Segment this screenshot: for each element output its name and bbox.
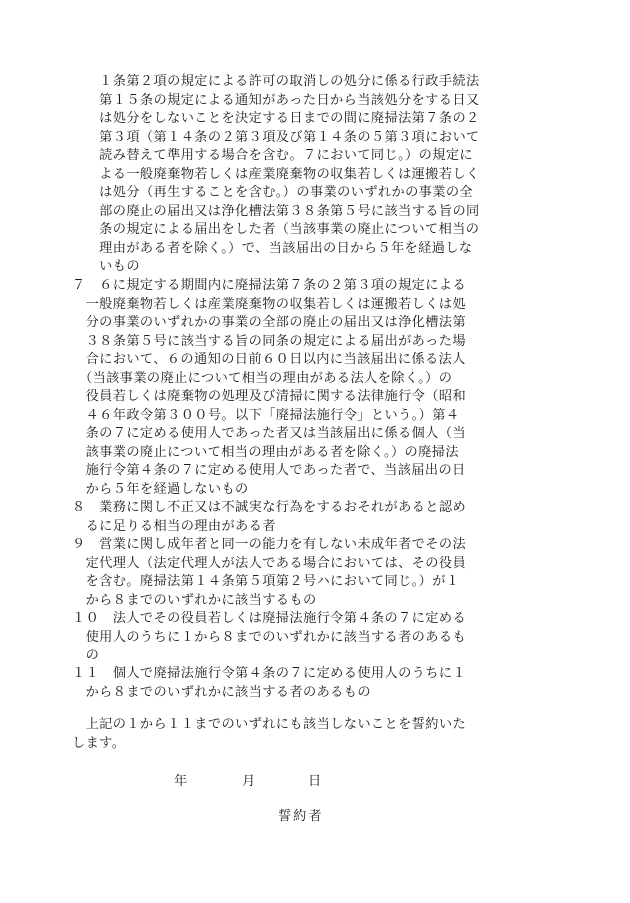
- text-line: 分の事業のいずれかの事業の全部の廃止の届出又は浄化槽法第: [72, 315, 467, 330]
- text-line: ９ 営業に関し成年者と同一の能力を有しない未成年者でその法: [72, 537, 467, 552]
- text-line: 役員若しくは廃棄物の処理及び清掃に関する法律施行令（昭和: [72, 389, 467, 404]
- text-line: から５年を経過しないもの: [72, 481, 249, 497]
- text-line: を含む。廃掃法第１４条第５項第２号ハにおいて同じ。）が１: [72, 574, 460, 589]
- item-9: [72, 536, 560, 610]
- text-line: 上記の１から１１までのいずれにも該当しないことを誓約いた: [72, 717, 467, 732]
- pledge-statement: [72, 716, 560, 753]
- item-11: [72, 665, 560, 702]
- text-line: 施行令第４条の７に定める使用人であった者で、当該届出の日: [72, 463, 466, 478]
- text-line: ３８条第５号に該当する旨の同条の規定による届出があった場: [72, 333, 466, 349]
- text-line: は処分（再生することを含む。）の事業のいずれかの事業の全: [72, 185, 474, 200]
- text-line: ７ ６に規定する期間内に廃掃法第７条の２第３項の規定による: [72, 278, 467, 293]
- text-line: 一般廃棄物若しくは産業廃棄物の収集若しくは運搬若しくは処: [72, 296, 467, 312]
- item-6-continuation: [72, 73, 560, 277]
- date-year-label: 年: [174, 774, 188, 789]
- text-line: （当該事業の廃止について相当の理由がある法人を除く。）の: [72, 370, 453, 386]
- text-line: 部の廃止の届出又は浄化槽法第３８条第５号に該当する旨の同: [72, 203, 480, 219]
- text-line: から８までのいずれかに該当する者のあるもの: [72, 684, 371, 700]
- text-line: 理由がある者を除く。）で、当該届出の日から５年を経過しな: [72, 240, 473, 256]
- text-line: 該事業の廃止について相当の理由がある者を除く。）の廃掃法: [72, 444, 459, 460]
- text-line: から８までのいずれかに該当するもの: [72, 592, 317, 608]
- item-8: [72, 499, 560, 536]
- text-line: 使用人のうちに１から８までのいずれかに該当する者のあるも: [72, 629, 467, 645]
- text-line: 第３項（第１４条の２第３項及び第１４条の５第３項において: [72, 129, 480, 145]
- text-line: 読み替えて準用する場合を含む。７において同じ。）の規定に: [72, 148, 474, 163]
- text-line: 条の規定による届出をした者（当該事業の廃止について相当の: [72, 222, 480, 237]
- text-line: は処分をしないことを決定する日までの間に廃掃法第７条の２: [72, 111, 480, 126]
- text-line: の: [72, 648, 100, 663]
- text-line: ８ 業務に関し不正又は不誠実な行為をするおそれがあると認め: [72, 500, 467, 515]
- text-line: 定代理人（法定代理人が法人である場合においては、その役員: [72, 555, 467, 571]
- item-7: [72, 277, 560, 499]
- text-line: るに足りる相当の理由がある者: [72, 518, 276, 534]
- text-line: １条第２項の規定による許可の取消しの処分に係る行政手続法: [72, 74, 480, 89]
- signer-label: 誓約者: [278, 809, 324, 824]
- text-line: よる一般廃棄物若しくは産業廃棄物の収集若しくは運搬若しく: [72, 166, 480, 182]
- text-line: １０ 法人でその役員若しくは廃掃法施行令第４条の７に定める: [72, 611, 467, 626]
- text-line: 合において、６の通知の日前６０日以内に当該届出に係る法人: [72, 352, 466, 367]
- date-month-label: 月: [242, 774, 256, 789]
- text-line: 第１５条の規定による通知があった日から当該処分をする日又: [72, 92, 480, 108]
- item-10: [72, 610, 560, 666]
- text-line: ４６年政令第３００号。以下「廃掃法施行令」という。）第４: [72, 407, 460, 423]
- text-line: いもの: [72, 259, 140, 274]
- date-day-label: 日: [308, 774, 322, 789]
- text-line: 条の７に定める使用人であった者又は当該届出に係る個人（当: [72, 426, 466, 441]
- text-line: １１ 個人で廃掃法施行令第４条の７に定める使用人のうちに１: [72, 666, 467, 681]
- text-line: します。: [72, 735, 126, 751]
